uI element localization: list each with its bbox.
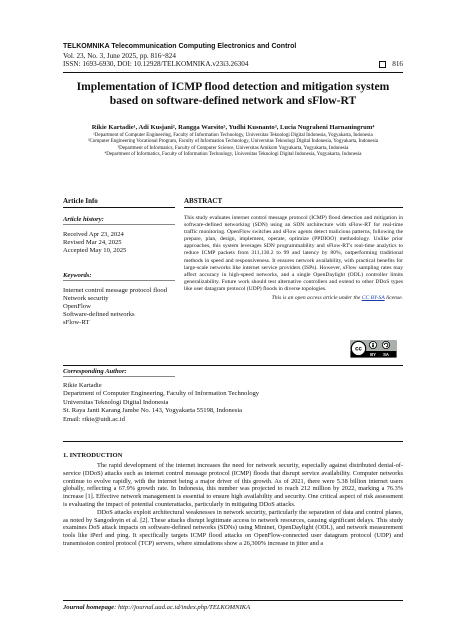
intro-paragraph-1: The rapid development of the internet increases the need for network security, especially against distributed denial-of-service (DDoS) attacks such as internet control message protocol (ICMP) floods that disrupt service availability. Computer networks continue to evolve rapidly, with the internet being a major driver of this growth. As of 2021, there were 5.38 billion internet users globally, reflecting a 67.9% growth rate. In Indonesia, this number was projected to reach 212 million by 2022, marking a 76.3% increase [1]. Effective network management is essential to ensure high availability and security. One critical aspect of risk assessment is evaluating the impact of potential counterattacks, particularly in mitigating DDoS attacks. [63, 462, 403, 508]
intro-paragraph-2: DDoS attacks exploit architectural weaknesses in network security, particularly the separation of data and control planes, as noted by Sangodoyin et al. [2]. These attacks disrupt legitimate access to network resources, causing significant delays. This study examines DoS attack impacts on software-defined networks (SDNs) using Mininet, OpenDaylight (ODL), and network measurement tools like iPerf and ping. It specifically targets ICMP flood attacks on OpenFlow-connected user datagram protocol (UDP) and transmission control protocol (TCP) servers, where simulations show a 26,300% increase in jitter and a [63, 508, 403, 547]
corresponding-address: St. Raya Janti Karang Jambe No. 143, Yogyakarta 55198, Indonesia [63, 407, 243, 415]
open-access-prefix: This is an open access article under the [271, 295, 362, 302]
footer-url[interactable]: : http://journal.uad.ac.id/index.php/TELKOMNIKA [114, 604, 251, 611]
keyword-item: Internet control message protocol flood [63, 286, 168, 294]
article-info-heading: Article Info [63, 197, 175, 208]
keyword-item: sFlow-RT [63, 319, 90, 327]
footer-label: Journal homepage [63, 604, 115, 611]
author-list: Rikie Kartadie¹, Adi Kusjani², Rangga Warsito³, Yudhi Kusnanto³, Lucia Nugraheni Harnaningrum⁴ [91, 124, 375, 131]
received-date: Received Apr 23, 2024 [63, 231, 124, 238]
affiliation-2: ²Computer Engineering Vocational Program, Faculty of Information Technology, Universitas Teknologi Digital Indonesia, Yogyakarta, Indonesia [87, 139, 379, 145]
keywords-label: Keywords: [63, 271, 92, 279]
article-history-label: Article history: [63, 216, 104, 223]
cc-sa-text: SA [383, 352, 389, 358]
header-rule [63, 72, 403, 73]
section-rule [63, 365, 403, 366]
corresponding-author-block [63, 368, 403, 424]
abstract-heading: ABSTRACT [184, 197, 403, 208]
corresponding-dept: Department of Computer Engineering, Faculty of Information Technology [63, 390, 260, 398]
open-access-suffix: license. [384, 295, 403, 302]
keyword-item: OpenFlow [63, 303, 91, 311]
journal-header [63, 43, 403, 69]
corresponding-name: Rikie Kartadie [63, 382, 102, 389]
article-info-column [63, 197, 175, 328]
svg-text:cc: cc [355, 346, 362, 353]
journal-issn: ISSN: 1693-6930, DOI: 10.12928/TELKOMNIKA.v23i3.26304 [63, 60, 249, 69]
affiliations [63, 133, 403, 159]
journal-volume: Vol. 23, No. 3, June 2025, pp. 816~824 [63, 51, 176, 60]
keyword-item: Software-defined networks [63, 311, 135, 319]
divider [63, 376, 175, 377]
revised-date: Revised Mar 24, 2025 [63, 239, 122, 247]
affiliation-4: ⁴Department of Informatics, Faculty of Information Technology, Universitas Teknologi Digital Indonesia, Yogyakarta, Indonesia [104, 152, 362, 158]
affiliation-1: ¹Department of Computer Engineering, Faculty of Information Technology, Universitas Teknologi Digital Indonesia, Yogyakarta, Indonesia [93, 133, 373, 138]
divider [63, 224, 175, 225]
introduction-heading: 1. INTRODUCTION [63, 452, 123, 459]
accepted-date: Accepted May 10, 2025 [63, 247, 127, 255]
cc-by-text: BY [370, 352, 376, 358]
paper-title: Implementation of ICMP flood detection and mitigation system based on software-defined network and sFlow-RT [76, 80, 390, 107]
page-number: 816 [392, 60, 403, 69]
journal-footer [63, 600, 403, 611]
abstract-text: This study evaluates internet control message protocol (ICMP) flood detection and mitigation in software-defined networking (SDN) using an SDN architecture with sFlow-RT for real-time traffic monitoring. OpenFlow switches and sFlow agents detect malicious patterns, following the prepare, plan, design, implement, operate, optimize (PPDIOO) methodology. Unlike prior approaches, this system leverages SDN programmability and sFlow-RT's real-time analytics to reduce ICMP packets from 311,130.2 to 99 and latency by 80%, outperforming traditional methods in speed and responsiveness. It ensures network availability, with practical benefits for large-scale networks like internet service providers (ISPs). However, sFlow sampling rates may affect accuracy in high-speed networks, and a single OpenDaylight (ODL) controller limits generalizability. Future work should test alternative controllers and extend to other DDoS types like user datagram protocol (UDP) floods in diverse topologies. [184, 215, 403, 292]
keyword-item: Network security [63, 294, 109, 302]
divider [63, 280, 175, 281]
affiliation-3: ³Department of Informatics, Faculty of Computer Science, Universitas Amikom Yogyakarta, Yogyakarta, Indonesia [117, 145, 349, 151]
section-rule [63, 441, 403, 442]
open-access-note [184, 295, 403, 301]
corresponding-label: Corresponding Author: [63, 368, 127, 375]
cc-license-link[interactable]: CC BY-SA [361, 295, 385, 302]
abstract-column [184, 197, 403, 358]
corresponding-univ: Universitas Teknologi Digital Indonesia [63, 398, 169, 406]
introduction-section [63, 452, 403, 548]
corresponding-email: Email: rikie@utdi.ac.id [63, 415, 125, 423]
journal-name: TELKOMNIKA Telecommunication Computing Electronics and Control [63, 43, 297, 50]
cc-by-sa-license-icon[interactable] [350, 340, 397, 358]
square-icon [379, 61, 386, 68]
